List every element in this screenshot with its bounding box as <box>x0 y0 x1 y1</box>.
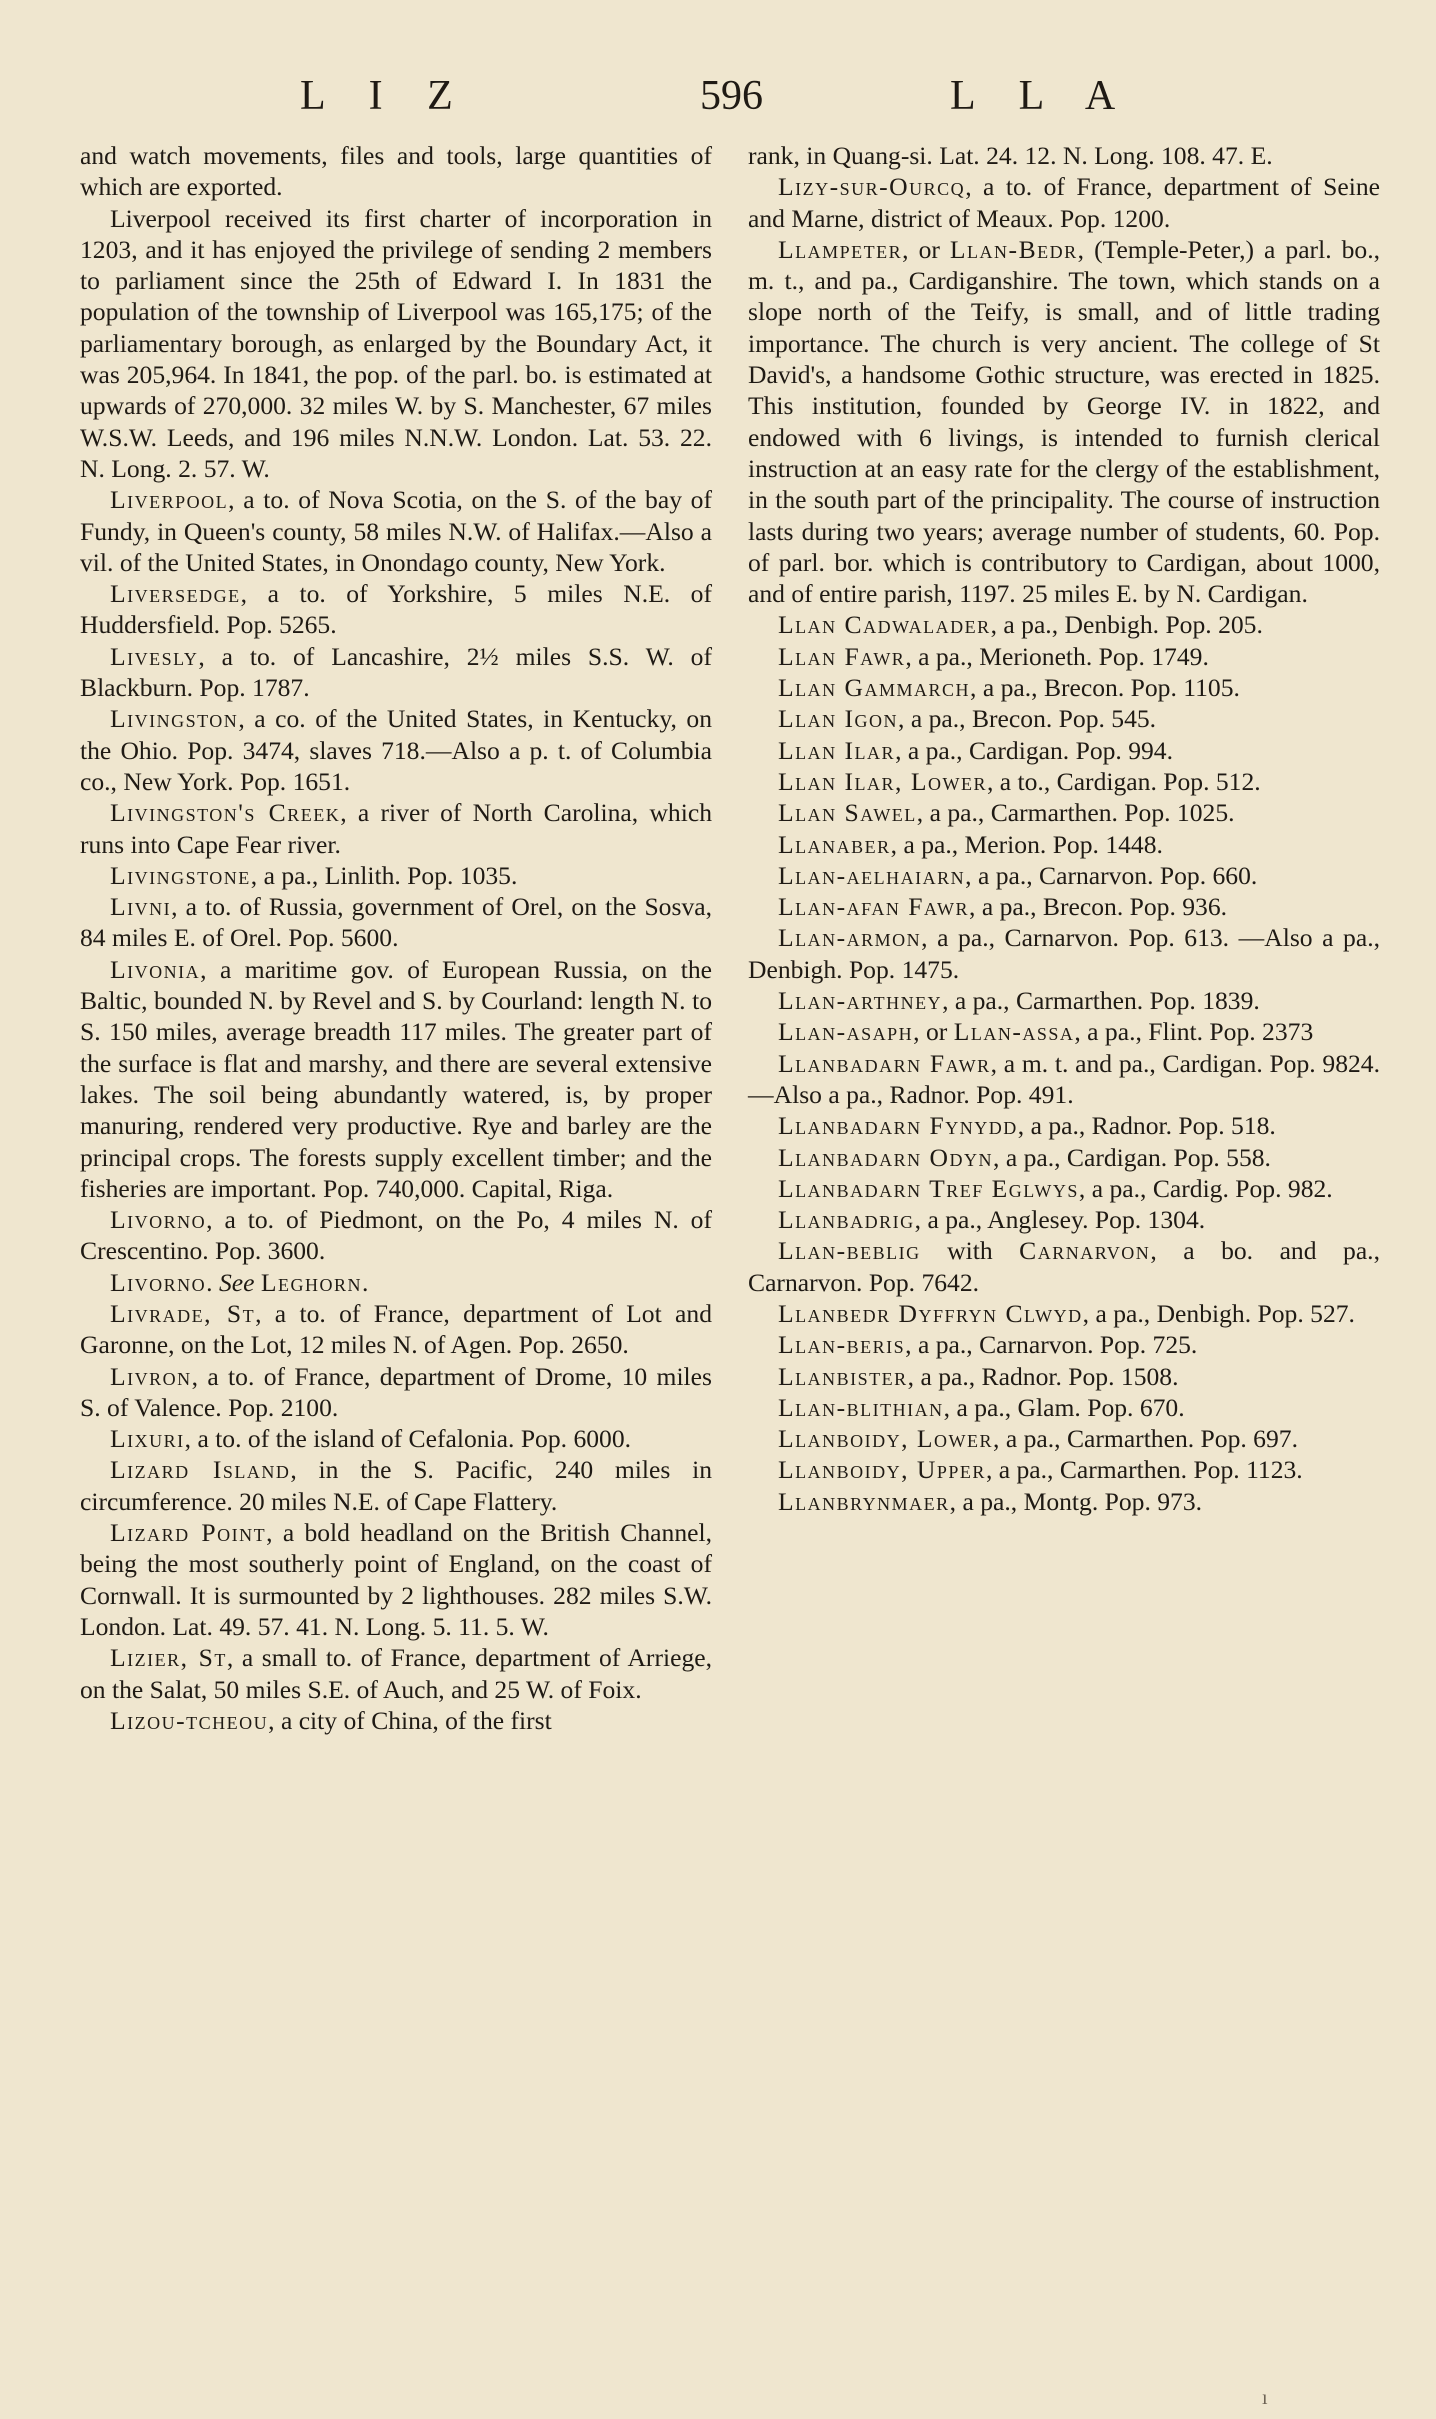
gazetteer-entry <box>80 140 712 203</box>
entry-headword: Llan-arthney <box>778 986 943 1016</box>
entry-headword: Llan Fawr <box>778 641 906 671</box>
gazetteer-entry <box>80 797 712 860</box>
entry-headword: Lizard Point <box>110 1518 267 1548</box>
entry-headword: Livron <box>110 1361 192 1391</box>
entry-text: . <box>362 1267 369 1297</box>
entry-text: , a pa., Flint. Pop. 2373 <box>1074 1017 1314 1047</box>
entry-text: , a to. of Lancashire, 2½ miles S.S. W. of Blackburn. Pop. 1787. <box>80 641 712 703</box>
entry-text: , a pa., Merioneth. Pop. 1749. <box>905 641 1209 671</box>
gazetteer-entry <box>748 797 1380 828</box>
entry-text: , a city of China, of the first <box>268 1705 552 1735</box>
entry-headword: Llan-beblig <box>778 1236 921 1266</box>
entry-text: , a pa., Linlith. Pop. 1035. <box>250 860 518 890</box>
entry-headword: Liversedge <box>110 579 241 609</box>
entry-text: , a pa., Cardigan. Pop. 994. <box>895 735 1173 765</box>
entry-headword: Carnarvon <box>1019 1236 1151 1266</box>
gazetteer-entry <box>748 672 1380 703</box>
gazetteer-entry <box>80 1642 712 1705</box>
gazetteer-entry <box>748 1204 1380 1235</box>
gazetteer-entry <box>80 641 712 704</box>
gazetteer-entry <box>748 171 1380 234</box>
gazetteer-entry <box>748 1016 1380 1047</box>
entry-text: , a pa., Brecon. Pop. 936. <box>969 892 1228 922</box>
entry-headword: Llan-afan Fawr <box>778 892 970 922</box>
entry-headword: Livorno <box>110 1205 207 1235</box>
entry-text: , a pa., Montg. Pop. 973. <box>949 1486 1203 1516</box>
gazetteer-entry <box>80 1705 712 1736</box>
gazetteer-entry <box>748 1173 1380 1204</box>
entry-headword: Liverpool <box>110 485 229 515</box>
entry-text: , a small to. of France, department of Arriege, on the Salat, 50 miles S.E. of Auch, and 25 W. of Foix. <box>80 1643 712 1704</box>
entry-headword: Livonia <box>110 954 201 984</box>
entry-headword: Llan Ilar <box>778 735 896 765</box>
page-number: 596 <box>700 73 763 119</box>
gazetteer-entry <box>80 703 712 797</box>
entry-text: with <box>920 1236 1020 1266</box>
entry-text: and watch movements, files and tools, large quantities of which are exported. <box>80 141 712 202</box>
gazetteer-entry <box>748 735 1380 766</box>
gazetteer-entry <box>748 140 1380 171</box>
entry-headword: Llan Sawel <box>778 798 917 828</box>
entry-text: , a pa., Denbigh. Pop. 205. <box>990 610 1263 640</box>
gazetteer-entry <box>748 829 1380 860</box>
entry-headword: Lizard Island <box>110 1455 291 1485</box>
gazetteer-entry <box>80 891 712 954</box>
gazetteer-entry <box>80 1298 712 1361</box>
entry-text: , a pa., Anglesey. Pop. 1304. <box>914 1205 1206 1235</box>
entry-text: , a river of North Carolina, which runs into Cape Fear river. <box>80 798 712 859</box>
gazetteer-entry <box>80 1204 712 1267</box>
entry-text: , a to. of France, department of Lot and Garonne, on the Lot, 12 miles N. of Agen. Pop. 2650. <box>80 1298 712 1360</box>
see-headword: Leghorn <box>260 1267 363 1297</box>
entry-headword: Llan-blithian <box>778 1392 944 1422</box>
entry-headword: Llan-assa <box>953 1017 1075 1047</box>
entry-text: , a to. of Yorkshire, 5 miles N.E. of Huddersfield. Pop. 5265. <box>80 579 712 640</box>
gazetteer-entry <box>748 1235 1380 1298</box>
gazetteer-entry <box>748 234 1380 610</box>
gazetteer-entry <box>748 766 1380 797</box>
entry-headword: Llan Igon <box>778 704 899 734</box>
entry-headword: Llanbedr Dyffryn Clwyd <box>778 1298 1083 1328</box>
entry-text: rank, in Quang-si. Lat. 24. 12. N. Long. 108. 47. E. <box>748 141 1273 170</box>
entry-text: , or <box>902 234 950 264</box>
entry-headword: Llanboidy, Upper <box>778 1455 986 1485</box>
gazetteer-entry <box>748 1423 1380 1454</box>
entry-text: , a to. of the island of Cefalonia. Pop. 6000. <box>184 1424 632 1454</box>
entry-text: , a to., Cardigan. Pop. 512. <box>986 766 1261 796</box>
gazetteer-entry <box>80 1517 712 1642</box>
gazetteer-entry <box>80 484 712 578</box>
entry-text: , a to. of France, department of Seine and Marne, district of Meaux. Pop. 1200. <box>748 172 1380 233</box>
entry-headword: Llan Ilar, Lower <box>778 766 987 796</box>
entry-headword: Llanbadarn Tref Eglwys <box>778 1173 1079 1203</box>
entry-text: , a to. of Nova Scotia, on the S. of the bay of Fundy, in Queen's county, 58 miles N.W. of Halifax.—Also a vil. of the United States, in Onondago county, New York. <box>80 485 712 577</box>
entry-text: , a bold headland on the British Channel, being the most southerly point of England, on the coast of Cornwall. It is surmounted by 2 lighthouses. 282 miles S.W. London. Lat. 49. 57. 41. N. Long. 5. 11. 5. W. <box>80 1518 712 1641</box>
entry-text: , a pa., Cardig. Pop. 982. <box>1078 1173 1333 1203</box>
entry-headword: Llanbister <box>778 1361 908 1391</box>
gazetteer-entry <box>80 203 712 485</box>
entry-headword: Livingston's Creek <box>110 798 341 828</box>
entry-text: , a pa., Glam. Pop. 670. <box>943 1392 1185 1422</box>
gazetteer-entry <box>748 1361 1380 1392</box>
gazetteer-entry <box>748 1110 1380 1141</box>
entry-text: , or <box>913 1017 954 1047</box>
gazetteer-entry <box>80 578 712 641</box>
entry-text: , (Temple-Peter,) a parl. bo., m. t., and pa., Cardiganshire. The town, which stands on a slope north of the Teify, is small, and of little trading importance. The church is very ancient. The college of St David's, a handsome Gothic structure, was erected in 1825. This institution, founded by George IV. in 1822, and endowed with 6 livings, is intended to furnish clerical instruction at an easy rate for the clergy of the establishment, in the south part of the principality. The course of instruction lasts during two years; average number of students, 60. Pop. of parl. bor. which is contributory to Cardigan, about 1000, and of entire parish, 1197. 25 miles E. by N. Cardigan. <box>748 234 1381 609</box>
gazetteer-entry <box>748 860 1380 891</box>
entry-text: , a pa., Merion. Pop. 1448. <box>890 829 1163 859</box>
gazetteer-entry <box>748 703 1380 734</box>
entry-text: . <box>206 1267 219 1297</box>
entry-text: , a pa., Carmarthen. Pop. 697. <box>993 1424 1298 1454</box>
entry-headword: Lizou-tcheou <box>110 1705 269 1735</box>
running-header <box>0 72 1436 132</box>
entry-headword: Livni <box>110 892 172 922</box>
entry-text: , a pa., Brecon. Pop. 1105. <box>970 673 1240 703</box>
entry-text: , a co. of the United States, in Kentucky, on the Ohio. Pop. 3474, slaves 718.—Also a p. t. of Columbia co., New York. Pop. 1651. <box>80 704 712 796</box>
entry-text: , a pa., Cardigan. Pop. 558. <box>993 1142 1271 1172</box>
gazetteer-entry <box>748 1454 1380 1485</box>
entry-headword: Lizier, St <box>110 1643 227 1673</box>
entry-headword: Llanaber <box>778 829 891 859</box>
entry-headword: Llanbadrig <box>778 1205 915 1235</box>
gazetteer-entry <box>748 1329 1380 1360</box>
gazetteer-entry <box>80 1361 712 1424</box>
page-corner-mark: ı <box>1262 2387 1268 2409</box>
entry-headword: Livingston <box>110 704 239 734</box>
gazetteer-entry <box>748 1298 1380 1329</box>
entry-headword: Llan-Bedr <box>949 234 1078 264</box>
entry-headword: Llan Cadwalader <box>778 610 991 640</box>
entry-text: , a to. of France, department of Drome, 10 miles S. of Valence. Pop. 2100. <box>80 1361 712 1422</box>
entry-text: , a m. t. and pa., Cardigan. Pop. 9824.—Also a pa., Radnor. Pop. 491. <box>748 1048 1380 1109</box>
entry-headword: Llanbadarn Fynydd <box>778 1111 1018 1141</box>
gazetteer-entry <box>748 922 1380 985</box>
entry-headword: Llan-aelhaiarn <box>778 860 966 890</box>
entry-headword: Lixuri <box>110 1424 185 1454</box>
entry-text: , a pa., Carmarthen. Pop. 1025. <box>916 798 1235 828</box>
entry-text: , a pa., Carnarvon. Pop. 660. <box>965 860 1258 890</box>
entry-headword: Livingstone <box>110 860 251 890</box>
gazetteer-entry <box>748 609 1380 640</box>
gazetteer-entry <box>748 985 1380 1016</box>
entry-text: , a bo. and pa., Carnarvon. Pop. 7642. <box>748 1236 1380 1297</box>
entry-headword: Llan-asaph <box>778 1017 914 1047</box>
right-column <box>748 140 1380 1517</box>
gazetteer-entry <box>748 641 1380 672</box>
entry-text: , a to. of Russia, government of Orel, on the Sosva, 84 miles E. of Orel. Pop. 5600. <box>80 892 712 953</box>
entry-headword: Lizy-sur-Ourcq <box>778 172 966 202</box>
entry-text: , a pa., Denbigh. Pop. 527. <box>1082 1298 1355 1328</box>
entry-text: , a pa., Brecon. Pop. 545. <box>898 704 1157 734</box>
entry-headword: Llampeter <box>778 234 903 264</box>
entry-headword: Llan Gammarch <box>778 673 971 703</box>
entry-text: , in the S. Pacific, 240 miles in circumference. 20 miles N.E. of Cape Flattery. <box>80 1455 712 1516</box>
entry-text: , a to. of Piedmont, on the Po, 4 miles N. of Crescentino. Pop. 3600. <box>80 1205 712 1266</box>
gazetteer-entry <box>80 1423 712 1454</box>
gazetteer-entry <box>80 1454 712 1517</box>
header-right-guide: L L A <box>950 73 1122 119</box>
left-column <box>80 140 712 1736</box>
entry-headword: Livorno <box>110 1267 207 1297</box>
entry-headword: Llanbadarn Odyn <box>778 1142 994 1172</box>
gazetteer-entry <box>80 860 712 891</box>
entry-text: , a pa., Carnarvon. Pop. 725. <box>905 1330 1198 1360</box>
entry-text: , a pa., Carmarthen. Pop. 1839. <box>942 986 1260 1016</box>
entry-headword: Livrade, St <box>110 1298 256 1328</box>
entry-text: Liverpool received its first charter of incorporation in 1203, and it has enjoyed the privilege of sending 2 members to parliament since the 25th of Edward I. In 1831 the population of the township of Liverpool was 165,175; of the parliamentary borough, as enlarged by the Boundary Act, it was 205,964. In 1841, the pop. of the parl. bo. is estimated at upwards of 270,000. 32 miles W. by S. Manchester, 67 miles W.S.W. Leeds, and 196 miles N.N.W. London. Lat. 53. 22. N. Long. 2. 57. W. <box>80 203 712 483</box>
gazetteer-entry <box>748 891 1380 922</box>
gazetteer-entry <box>748 1048 1380 1111</box>
entry-headword: Livesly <box>110 641 199 671</box>
see-reference: See <box>218 1267 255 1297</box>
entry-headword: Llanboidy, Lower <box>778 1424 994 1454</box>
gazetteer-entry <box>748 1142 1380 1173</box>
entry-headword: Llanbadarn Fawr <box>778 1048 991 1078</box>
entry-headword: Llan-beris <box>778 1330 906 1360</box>
entry-text: , a pa., Carnarvon. Pop. 613. —Also a pa., Denbigh. Pop. 1475. <box>748 923 1380 984</box>
gazetteer-entry <box>80 1267 712 1298</box>
entry-headword: Llan-armon <box>778 923 922 953</box>
entry-text: , a pa., Carmarthen. Pop. 1123. <box>985 1455 1303 1485</box>
entry-text: , a pa., Radnor. Pop. 518. <box>1017 1111 1276 1141</box>
gazetteer-entry <box>80 954 712 1204</box>
gazetteer-entry <box>748 1486 1380 1517</box>
header-left-guide: L I Z <box>300 73 459 119</box>
entry-text: , a maritime gov. of European Russia, on the Baltic, bounded N. by Revel and S. by Courland: length N. to S. 150 miles, average breadth 117 miles. The greater part of the surface is flat and marshy, and there are several extensive lakes. The soil being abundantly watered, is, by proper manuring, rendered very productive. Rye and barley are the principal crops. The forests supply excellent timber; and the fisheries are important. Pop. 740,000. Capital, Riga. <box>80 954 712 1203</box>
gazetteer-entry <box>748 1392 1380 1423</box>
entry-headword: Llanbrynmaer <box>778 1486 950 1516</box>
entry-text: , a pa., Radnor. Pop. 1508. <box>907 1361 1179 1391</box>
